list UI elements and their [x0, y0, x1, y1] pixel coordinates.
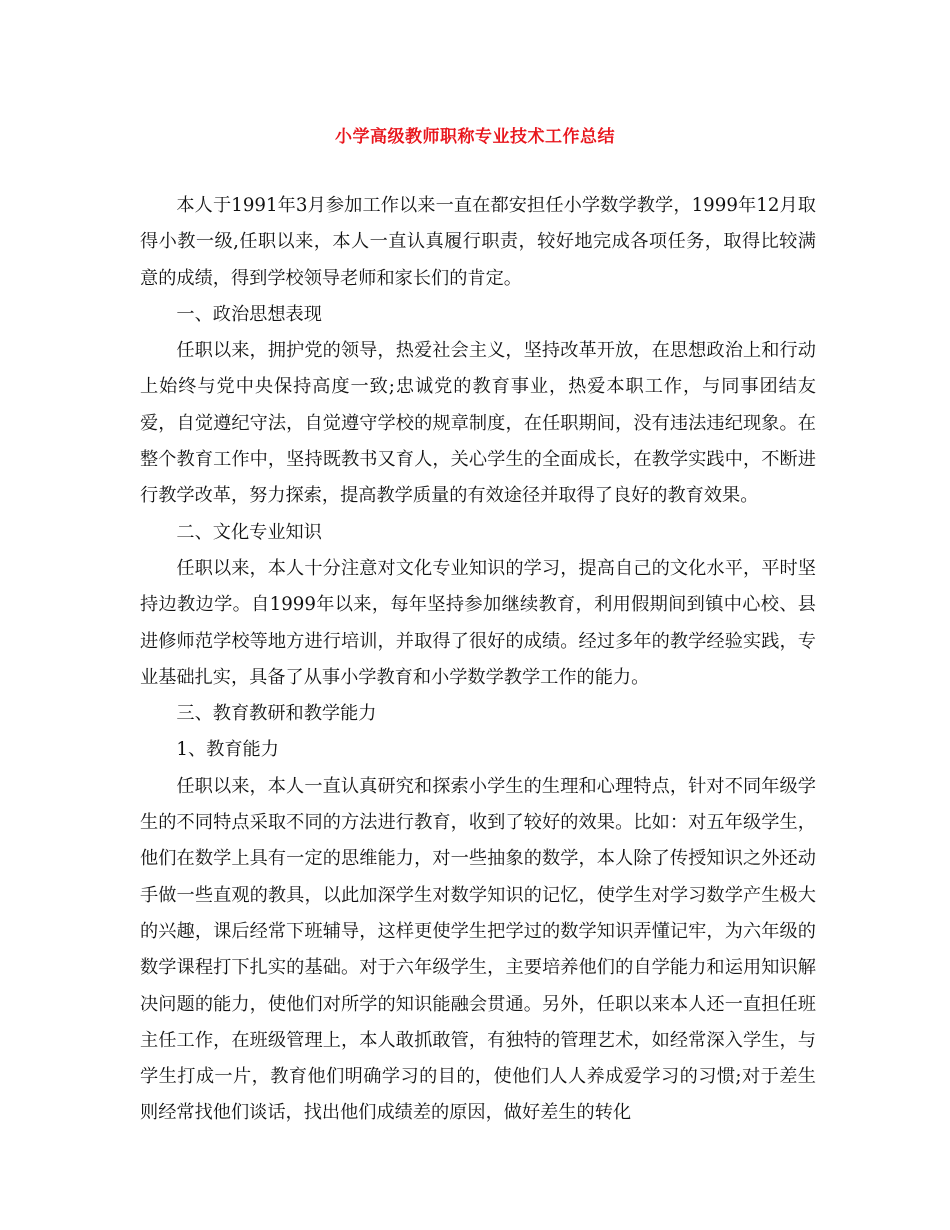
paragraph-knowledge: 任职以来，本人十分注意对文化专业知识的学习，提高自己的文化水平，平时坚持边教边学。自1999年以来，每年坚持参加继续教育，利用假期间到镇中心校、县进修师范学校等地方进行培训，并取得了很好的成绩。经过多年的教学经验实践，专业基础扎实，具备了从事小学教育和小学数学教学工作的能力。: [140, 557, 816, 688]
document-body: [140, 188, 816, 1132]
subsection-heading-education: 1、教育能力: [176, 739, 279, 761]
paragraph-intro: 本人于1991年3月参加工作以来一直在都安担任小学数学教学，1999年12月取得小教一级,任职以来，本人一直认真履行职责，较好地完成各项任务，取得比较满意的成绩，得到学校领导老师和家长们的肯定。: [140, 195, 816, 289]
section-heading-knowledge: 二、文化专业知识: [176, 521, 322, 543]
paragraph-education: 任职以来，本人一直认真研究和探索小学生的生理和心理特点，针对不同年级学生的不同特点采取不同的方法进行教育，收到了较好的效果。比如：对五年级学生，他们在数学上具有一定的思维能力，对一些抽象的数学，本人除了传授知识之外还动手做一些直观的教具，以此加深学生对数学知识的记忆，使学生对学习数学产生极大的兴趣，课后经常下班辅导，这样更使学生把学过的数学知识弄懂记牢，为六年级的数学课程打下扎实的基础。对于六年级学生，主要培养他们的自学能力和运用知识解决问题的能力，使他们对所学的知识能融会贯通。另外，任职以来本人还一直担任班主任工作，在班级管理上，本人敢抓敢管，有独特的管理艺术，如经常深入学生，与学生打成一片，教育他们明确学习的目的，使他们人人养成爱学习的习惯;对于差生则经常找他们谈话，找出他们成绩差的原因，做好差生的转化: [140, 775, 816, 1124]
paragraph-political: 任职以来，拥护党的领导，热爱社会主义，坚持改革开放，在思想政治上和行动上始终与党中央保持高度一致;忠诚党的教育事业，热爱本职工作，与同事团结友爱，自觉遵纪守法，自觉遵守学校的规章制度，在任职期间，没有违法违纪现象。在整个教育工作中，坚持既教书又育人，关心学生的全面成长，在教学实践中，不断进行教学改革，努力探索，提高教学质量的有效途径并取得了良好的教育效果。: [140, 340, 816, 507]
section-heading-political: 一、政治思想表现: [176, 303, 322, 325]
document-title: 小学高级教师职称专业技术工作总结: [335, 127, 615, 147]
section-heading-teaching: 三、教育教研和教学能力: [176, 703, 377, 725]
